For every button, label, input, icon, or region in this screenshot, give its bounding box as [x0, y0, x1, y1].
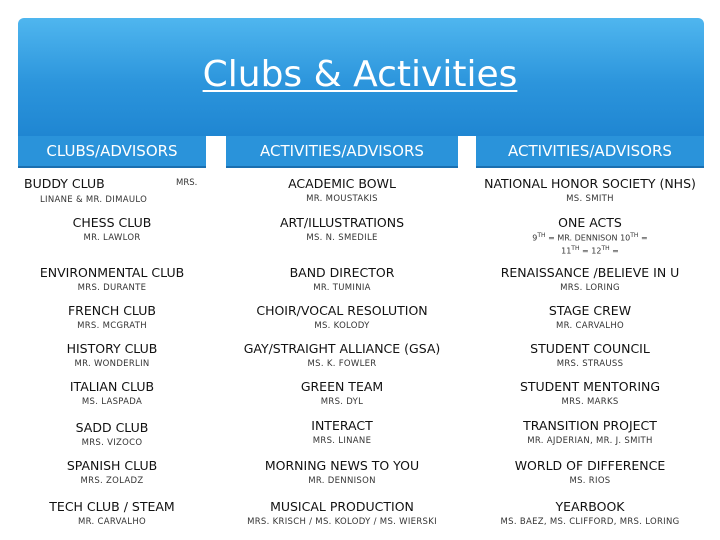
activity-advisor: MS. K. FOWLER: [307, 359, 377, 369]
activity-name: MUSICAL PRODUCTION: [270, 499, 414, 514]
club-advisor: MR. WONDERLIN: [74, 359, 150, 369]
activity-cell: [226, 215, 458, 243]
slide-title: Clubs & Activities: [202, 54, 518, 95]
header-activities-advisors-2: ACTIVITIES/ADVISORS: [476, 136, 704, 168]
club-cell: [18, 303, 206, 331]
activity-cell: [476, 418, 704, 446]
club-advisor: MRS.: [176, 178, 198, 188]
activity-cell: [476, 176, 704, 204]
club-advisor: MR. LAWLOR: [83, 233, 141, 243]
club-name: ENVIRONMENTAL CLUB: [39, 265, 185, 280]
club-name: SPANISH CLUB: [66, 458, 158, 473]
one-acts-cell: [476, 215, 704, 255]
activity-cell: [476, 303, 704, 331]
club-cell: [18, 499, 206, 527]
activity-name: STUDENT MENTORING: [519, 379, 661, 394]
activity-cell: [226, 341, 458, 369]
activity-advisor: MRS. MARKS: [561, 397, 619, 407]
activity-cell: [476, 379, 704, 407]
one-acts-advisors-line-2: 11TH = 12TH =: [561, 244, 619, 256]
activity-name: TRANSITION PROJECT: [523, 418, 657, 433]
activity-cell: [476, 341, 704, 369]
club-name: ITALIAN CLUB: [69, 379, 155, 394]
club-advisor: MRS. ZOLADZ: [80, 476, 144, 486]
activity-name: CHOIR/VOCAL RESOLUTION: [256, 303, 428, 318]
header-clubs-advisors: CLUBS/ADVISORS: [18, 136, 206, 168]
activity-name: ONE ACTS: [558, 215, 622, 230]
activity-name: BAND DIRECTOR: [289, 265, 395, 280]
club-advisor: LINANE & MR. DIMAULO: [40, 195, 148, 205]
header-activities-advisors-1: ACTIVITIES/ADVISORS: [226, 136, 458, 168]
activity-advisor: MR. TUMINIA: [313, 283, 371, 293]
club-name: BUDDY CLUB: [24, 176, 105, 191]
club-cell: [18, 458, 206, 486]
activity-cell: [476, 458, 704, 486]
activity-name: INTERACT: [311, 418, 373, 433]
activity-name: ART/ILLUSTRATIONS: [279, 215, 405, 230]
activity-advisor: MRS. LINANE: [312, 436, 372, 446]
activity-name: MORNING NEWS TO YOU: [264, 458, 420, 473]
activity-advisor: MR. MOUSTAKIS: [306, 194, 378, 204]
club-advisor: MRS. VIZOCO: [81, 438, 143, 448]
activity-advisor: MS. KOLODY: [314, 321, 370, 331]
club-advisor: MRS. DURANTE: [77, 283, 147, 293]
activity-name: STUDENT COUNCIL: [530, 341, 650, 356]
club-name: CHESS CLUB: [72, 215, 152, 230]
club-name: SADD CLUB: [75, 420, 149, 435]
activity-cell: [226, 303, 458, 331]
activity-name: YEARBOOK: [555, 499, 625, 514]
activity-advisor: MS. SMITH: [566, 194, 614, 204]
activity-name: RENAISSANCE /BELIEVE IN U: [500, 265, 680, 280]
club-advisor: MRS. MCGRATH: [77, 321, 147, 331]
activity-cell: [226, 418, 458, 446]
activity-advisor: MS. BAEZ, MS. CLIFFORD, MRS. LORING: [500, 517, 680, 527]
activity-advisor: MS. RIOS: [569, 476, 611, 486]
activity-advisor: MRS. KRISCH / MS. KOLODY / MS. WIERSKI: [247, 517, 437, 527]
club-name: FRENCH CLUB: [67, 303, 157, 318]
activity-advisor: MRS. LORING: [560, 283, 620, 293]
activity-cell: [226, 176, 458, 204]
activity-advisor: MS. N. SMEDILE: [306, 233, 378, 243]
club-advisor: MS. LASPADA: [81, 397, 143, 407]
activity-cell: [476, 265, 704, 293]
activity-advisor: MR. CARVALHO: [555, 321, 625, 331]
club-name: HISTORY CLUB: [66, 341, 158, 356]
activity-advisor: MRS. STRAUSS: [556, 359, 624, 369]
activity-cell: [476, 499, 704, 527]
activity-advisor: MR. AJDERIAN, MR. J. SMITH: [527, 436, 653, 446]
club-name: TECH CLUB / STEAM: [49, 499, 175, 514]
club-cell: [18, 215, 206, 243]
activity-cell: [226, 265, 458, 293]
one-acts-advisors-line-1: 9TH = MR. DENNISON 10TH =: [532, 232, 648, 243]
activity-cell: [226, 379, 458, 407]
activity-cell: [226, 499, 458, 527]
club-cell: [18, 379, 206, 407]
activity-name: WORLD OF DIFFERENCE: [514, 458, 666, 473]
activity-name: ACADEMIC BOWL: [288, 176, 396, 191]
activity-advisor: MR. DENNISON: [308, 476, 376, 486]
activity-advisor: MRS. DYL: [320, 397, 364, 407]
activity-name: STAGE CREW: [548, 303, 632, 318]
activity-name: NATIONAL HONOR SOCIETY (NHS): [484, 176, 696, 191]
club-cell: [18, 420, 206, 448]
club-cell: [18, 341, 206, 369]
activity-name: GREEN TEAM: [300, 379, 384, 394]
club-cell: [18, 265, 206, 293]
activity-name: GAY/STRAIGHT ALLIANCE (GSA): [243, 341, 441, 356]
activity-cell: [226, 458, 458, 486]
club-advisor: MR. CARVALHO: [77, 517, 147, 527]
